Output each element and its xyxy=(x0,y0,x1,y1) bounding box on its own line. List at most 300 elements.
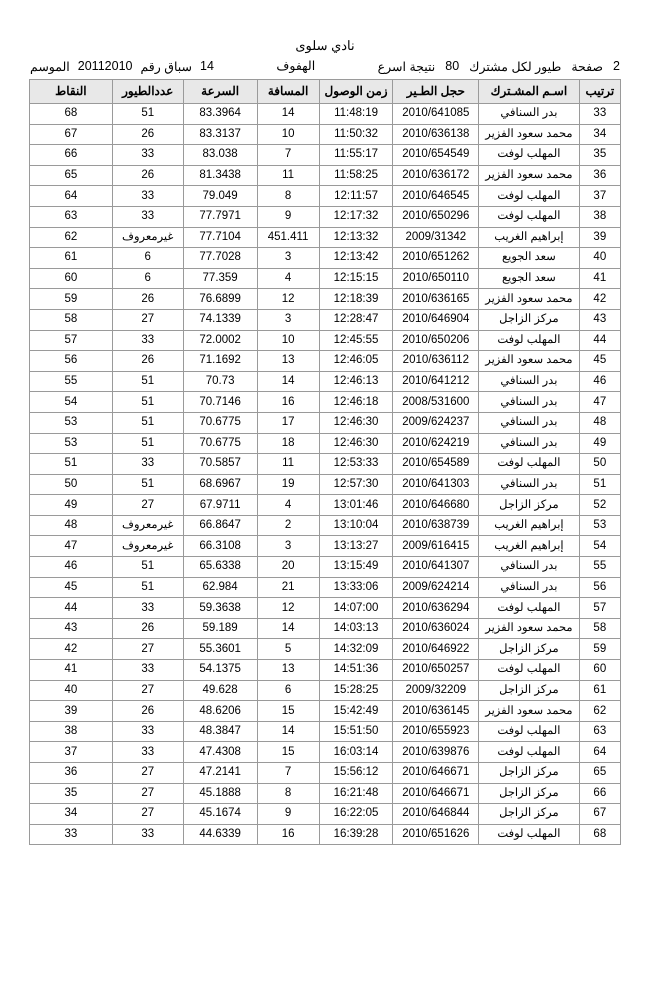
cell-rank: 39 xyxy=(579,227,620,248)
cell-name: إبراهيم الغريب xyxy=(479,515,579,536)
club-title: نادي سلوى xyxy=(295,38,355,53)
cell-rank: 42 xyxy=(579,289,620,310)
cell-birds: غيرمعروف xyxy=(112,536,183,557)
cell-dist: 3 xyxy=(257,309,319,330)
cell-rank: 59 xyxy=(579,639,620,660)
cell-points: 34 xyxy=(30,804,113,825)
cell-birds: 6 xyxy=(112,268,183,289)
cell-dist: 15 xyxy=(257,742,319,763)
table-row xyxy=(30,248,621,269)
cell-points: 59 xyxy=(30,289,113,310)
cell-points: 46 xyxy=(30,557,113,578)
table-row xyxy=(30,763,621,784)
cell-birds: 27 xyxy=(112,639,183,660)
cell-points: 51 xyxy=(30,454,113,475)
cell-birds: 26 xyxy=(112,289,183,310)
cell-name: محمد سعود الفزير xyxy=(479,351,579,372)
cell-birds: 27 xyxy=(112,783,183,804)
result-label: نتيجة اسرع xyxy=(377,60,436,74)
table-row xyxy=(30,598,621,619)
header-result-group xyxy=(378,59,620,74)
cell-points: 58 xyxy=(30,309,113,330)
cell-points: 40 xyxy=(30,680,113,701)
cell-speed: 49.628 xyxy=(183,680,257,701)
cell-points: 53 xyxy=(30,433,113,454)
cell-name: مركز الزاجل xyxy=(479,804,579,825)
cell-speed: 72.0002 xyxy=(183,330,257,351)
cell-speed: 70.6775 xyxy=(183,412,257,433)
cell-dist: 4 xyxy=(257,495,319,516)
cell-ring: 2010/646680 xyxy=(393,495,479,516)
column-header-name: اسـم المشـترك xyxy=(479,80,579,104)
cell-name: بدر السنافي xyxy=(479,474,579,495)
table-row xyxy=(30,515,621,536)
cell-name: محمد سعود الفزير xyxy=(479,124,579,145)
cell-birds: 51 xyxy=(112,474,183,495)
cell-ring: 2010/646844 xyxy=(393,804,479,825)
cell-dist: 17 xyxy=(257,412,319,433)
table-row xyxy=(30,824,621,845)
cell-ring: 2010/641307 xyxy=(393,557,479,578)
cell-birds: 33 xyxy=(112,660,183,681)
cell-dist: 16 xyxy=(257,392,319,413)
season-label: الموسم xyxy=(30,60,70,74)
race-number: 14 xyxy=(200,59,214,73)
table-row xyxy=(30,495,621,516)
cell-dist: 20 xyxy=(257,557,319,578)
cell-arrive: 15:28:25 xyxy=(319,680,393,701)
cell-arrive: 16:39:28 xyxy=(319,824,393,845)
cell-speed: 83.038 xyxy=(183,145,257,166)
cell-dist: 13 xyxy=(257,660,319,681)
cell-rank: 38 xyxy=(579,206,620,227)
cell-rank: 63 xyxy=(579,721,620,742)
table-row xyxy=(30,742,621,763)
cell-birds: 51 xyxy=(112,392,183,413)
result-value: 80 xyxy=(445,59,460,73)
cell-speed: 62.984 xyxy=(183,577,257,598)
table-row xyxy=(30,557,621,578)
cell-birds: غيرمعروف xyxy=(112,515,183,536)
cell-birds: 51 xyxy=(112,433,183,454)
cell-dist: 10 xyxy=(257,330,319,351)
cell-arrive: 13:33:06 xyxy=(319,577,393,598)
cell-ring: 2009/616415 xyxy=(393,536,479,557)
cell-arrive: 16:03:14 xyxy=(319,742,393,763)
cell-birds: 26 xyxy=(112,351,183,372)
cell-birds: غيرمعروف xyxy=(112,227,183,248)
cell-speed: 77.7971 xyxy=(183,206,257,227)
table-row xyxy=(30,289,621,310)
cell-points: 43 xyxy=(30,618,113,639)
table-row xyxy=(30,351,621,372)
cell-birds: 26 xyxy=(112,124,183,145)
cell-speed: 65.6338 xyxy=(183,557,257,578)
cell-ring: 2010/624219 xyxy=(393,433,479,454)
cell-dist: 5 xyxy=(257,639,319,660)
cell-name: المهلب لوفت xyxy=(479,186,579,207)
cell-points: 35 xyxy=(30,783,113,804)
cell-arrive: 12:13:32 xyxy=(319,227,393,248)
cell-points: 66 xyxy=(30,145,113,166)
cell-name: المهلب لوفت xyxy=(479,742,579,763)
cell-rank: 51 xyxy=(579,474,620,495)
cell-arrive: 12:57:30 xyxy=(319,474,393,495)
cell-dist: 13 xyxy=(257,351,319,372)
cell-points: 47 xyxy=(30,536,113,557)
cell-dist: 21 xyxy=(257,577,319,598)
cell-speed: 55.3601 xyxy=(183,639,257,660)
cell-dist: 14 xyxy=(257,371,319,392)
cell-name: محمد سعود الفزير xyxy=(479,165,579,186)
cell-birds: 33 xyxy=(112,721,183,742)
cell-rank: 65 xyxy=(579,763,620,784)
cell-birds: 51 xyxy=(112,577,183,598)
table-row xyxy=(30,804,621,825)
cell-rank: 48 xyxy=(579,412,620,433)
page-value: 2 xyxy=(613,59,620,73)
cell-points: 56 xyxy=(30,351,113,372)
race-name: الهفوف xyxy=(276,59,316,73)
table-row xyxy=(30,536,621,557)
cell-ring: 2010/650296 xyxy=(393,206,479,227)
cell-ring: 2010/651626 xyxy=(393,824,479,845)
table-row xyxy=(30,206,621,227)
cell-arrive: 12:28:47 xyxy=(319,309,393,330)
cell-speed: 47.4308 xyxy=(183,742,257,763)
table-header-row xyxy=(30,80,621,104)
cell-arrive: 12:46:13 xyxy=(319,371,393,392)
cell-ring: 2010/636165 xyxy=(393,289,479,310)
cell-speed: 47.2141 xyxy=(183,763,257,784)
cell-rank: 54 xyxy=(579,536,620,557)
cell-dist: 7 xyxy=(257,763,319,784)
cell-ring: 2010/646671 xyxy=(393,783,479,804)
header-season-group xyxy=(30,59,214,74)
table-row xyxy=(30,268,621,289)
cell-rank: 60 xyxy=(579,660,620,681)
cell-birds: 26 xyxy=(112,618,183,639)
cell-dist: 8 xyxy=(257,186,319,207)
cell-arrive: 15:42:49 xyxy=(319,701,393,722)
cell-arrive: 11:55:17 xyxy=(319,145,393,166)
cell-rank: 36 xyxy=(579,165,620,186)
cell-arrive: 13:10:04 xyxy=(319,515,393,536)
cell-name: المهلب لوفت xyxy=(479,454,579,475)
cell-ring: 2009/32209 xyxy=(393,680,479,701)
cell-rank: 41 xyxy=(579,268,620,289)
cell-birds: 26 xyxy=(112,165,183,186)
cell-arrive: 11:50:32 xyxy=(319,124,393,145)
results-table xyxy=(29,79,621,845)
cell-ring: 2010/636172 xyxy=(393,165,479,186)
cell-speed: 83.3137 xyxy=(183,124,257,145)
column-header-birds: عددالطيور xyxy=(112,80,183,104)
cell-points: 53 xyxy=(30,412,113,433)
cell-arrive: 13:01:46 xyxy=(319,495,393,516)
cell-speed: 70.5857 xyxy=(183,454,257,475)
cell-speed: 70.7146 xyxy=(183,392,257,413)
cell-speed: 76.6899 xyxy=(183,289,257,310)
cell-birds: 27 xyxy=(112,680,183,701)
cell-rank: 68 xyxy=(579,824,620,845)
cell-birds: 33 xyxy=(112,824,183,845)
cell-speed: 70.73 xyxy=(183,371,257,392)
cell-points: 55 xyxy=(30,371,113,392)
cell-ring: 2010/636138 xyxy=(393,124,479,145)
cell-points: 64 xyxy=(30,186,113,207)
cell-arrive: 14:32:09 xyxy=(319,639,393,660)
cell-rank: 35 xyxy=(579,145,620,166)
cell-points: 45 xyxy=(30,577,113,598)
cell-dist: 9 xyxy=(257,206,319,227)
cell-speed: 48.3847 xyxy=(183,721,257,742)
cell-points: 65 xyxy=(30,165,113,186)
cell-points: 57 xyxy=(30,330,113,351)
cell-rank: 67 xyxy=(579,804,620,825)
cell-rank: 37 xyxy=(579,186,620,207)
cell-arrive: 14:07:00 xyxy=(319,598,393,619)
cell-arrive: 12:46:18 xyxy=(319,392,393,413)
cell-arrive: 13:15:49 xyxy=(319,557,393,578)
cell-speed: 71.1692 xyxy=(183,351,257,372)
cell-points: 36 xyxy=(30,763,113,784)
cell-points: 67 xyxy=(30,124,113,145)
cell-ring: 2010/641085 xyxy=(393,104,479,125)
cell-speed: 77.359 xyxy=(183,268,257,289)
cell-speed: 44.6339 xyxy=(183,824,257,845)
table-row xyxy=(30,680,621,701)
cell-ring: 2010/646545 xyxy=(393,186,479,207)
cell-points: 48 xyxy=(30,515,113,536)
cell-rank: 55 xyxy=(579,557,620,578)
cell-name: محمد سعود الفزير xyxy=(479,701,579,722)
cell-arrive: 16:21:48 xyxy=(319,783,393,804)
cell-speed: 77.7104 xyxy=(183,227,257,248)
cell-name: مركز الزاجل xyxy=(479,495,579,516)
cell-name: بدر السنافي xyxy=(479,577,579,598)
table-row xyxy=(30,309,621,330)
cell-name: المهلب لوفت xyxy=(479,145,579,166)
cell-name: بدر السنافي xyxy=(479,433,579,454)
cell-rank: 46 xyxy=(579,371,620,392)
cell-rank: 56 xyxy=(579,577,620,598)
cell-dist: 2 xyxy=(257,515,319,536)
table-row xyxy=(30,783,621,804)
cell-speed: 74.1339 xyxy=(183,309,257,330)
cell-rank: 66 xyxy=(579,783,620,804)
cell-dist: 18 xyxy=(257,433,319,454)
table-row xyxy=(30,701,621,722)
cell-dist: 6 xyxy=(257,680,319,701)
cell-ring: 2010/639876 xyxy=(393,742,479,763)
cell-arrive: 14:03:13 xyxy=(319,618,393,639)
cell-ring: 2010/646922 xyxy=(393,639,479,660)
cell-birds: 51 xyxy=(112,104,183,125)
cell-arrive: 11:48:19 xyxy=(319,104,393,125)
cell-points: 63 xyxy=(30,206,113,227)
table-row xyxy=(30,454,621,475)
cell-name: المهلب لوفت xyxy=(479,721,579,742)
cell-rank: 64 xyxy=(579,742,620,763)
cell-arrive: 12:45:55 xyxy=(319,330,393,351)
cell-ring: 2009/624237 xyxy=(393,412,479,433)
cell-birds: 51 xyxy=(112,371,183,392)
cell-rank: 40 xyxy=(579,248,620,269)
cell-name: المهلب لوفت xyxy=(479,206,579,227)
column-header-ring: حجل الطـير xyxy=(393,80,479,104)
cell-arrive: 12:15:15 xyxy=(319,268,393,289)
cell-ring: 2010/654589 xyxy=(393,454,479,475)
cell-name: مركز الزاجل xyxy=(479,639,579,660)
cell-rank: 57 xyxy=(579,598,620,619)
cell-name: مركز الزاجل xyxy=(479,783,579,804)
table-row xyxy=(30,474,621,495)
cell-name: إبراهيم الغريب xyxy=(479,536,579,557)
cell-rank: 49 xyxy=(579,433,620,454)
cell-points: 61 xyxy=(30,248,113,269)
column-header-points: النقاط xyxy=(30,80,113,104)
cell-dist: 14 xyxy=(257,618,319,639)
cell-arrive: 12:11:57 xyxy=(319,186,393,207)
cell-points: 37 xyxy=(30,742,113,763)
table-row xyxy=(30,145,621,166)
cell-arrive: 12:17:32 xyxy=(319,206,393,227)
cell-rank: 45 xyxy=(579,351,620,372)
cell-ring: 2009/624214 xyxy=(393,577,479,598)
cell-speed: 59.3638 xyxy=(183,598,257,619)
table-row xyxy=(30,227,621,248)
table-row xyxy=(30,660,621,681)
cell-dist: 12 xyxy=(257,289,319,310)
cell-rank: 58 xyxy=(579,618,620,639)
cell-name: المهلب لوفت xyxy=(479,660,579,681)
cell-arrive: 12:13:42 xyxy=(319,248,393,269)
cell-birds: 6 xyxy=(112,248,183,269)
table-row xyxy=(30,721,621,742)
cell-dist: 11 xyxy=(257,454,319,475)
cell-rank: 43 xyxy=(579,309,620,330)
cell-speed: 45.1674 xyxy=(183,804,257,825)
cell-speed: 45.1888 xyxy=(183,783,257,804)
column-header-speed: السرعة xyxy=(183,80,257,104)
cell-speed: 66.8647 xyxy=(183,515,257,536)
cell-name: المهلب لوفت xyxy=(479,824,579,845)
cell-dist: 11 xyxy=(257,165,319,186)
table-row xyxy=(30,433,621,454)
table-row xyxy=(30,371,621,392)
cell-ring: 2010/636112 xyxy=(393,351,479,372)
cell-dist: 7 xyxy=(257,145,319,166)
cell-dist: 451.411 xyxy=(257,227,319,248)
cell-name: المهلب لوفت xyxy=(479,598,579,619)
cell-arrive: 15:56:12 xyxy=(319,763,393,784)
table-row xyxy=(30,392,621,413)
cell-dist: 19 xyxy=(257,474,319,495)
column-header-rank: ترتيب xyxy=(579,80,620,104)
cell-arrive: 14:51:36 xyxy=(319,660,393,681)
cell-points: 41 xyxy=(30,660,113,681)
cell-birds: 27 xyxy=(112,309,183,330)
cell-name: بدر السنافي xyxy=(479,104,579,125)
cell-speed: 67.9711 xyxy=(183,495,257,516)
cell-speed: 77.7028 xyxy=(183,248,257,269)
cell-rank: 34 xyxy=(579,124,620,145)
cell-dist: 14 xyxy=(257,104,319,125)
cell-birds: 33 xyxy=(112,454,183,475)
cell-dist: 9 xyxy=(257,804,319,825)
cell-name: محمد سعود الفزير xyxy=(479,618,579,639)
table-row xyxy=(30,186,621,207)
cell-ring: 2010/650257 xyxy=(393,660,479,681)
cell-points: 33 xyxy=(30,824,113,845)
cell-ring: 2010/636294 xyxy=(393,598,479,619)
cell-ring: 2010/655923 xyxy=(393,721,479,742)
cell-ring: 2010/636024 xyxy=(393,618,479,639)
cell-speed: 66.3108 xyxy=(183,536,257,557)
cell-speed: 59.189 xyxy=(183,618,257,639)
cell-speed: 83.3964 xyxy=(183,104,257,125)
cell-dist: 12 xyxy=(257,598,319,619)
cell-ring: 2010/651262 xyxy=(393,248,479,269)
cell-birds: 27 xyxy=(112,763,183,784)
cell-dist: 16 xyxy=(257,824,319,845)
cell-ring: 2010/646904 xyxy=(393,309,479,330)
cell-points: 39 xyxy=(30,701,113,722)
cell-birds: 33 xyxy=(112,742,183,763)
cell-dist: 14 xyxy=(257,721,319,742)
cell-speed: 81.3438 xyxy=(183,165,257,186)
cell-dist: 3 xyxy=(257,536,319,557)
cell-name: المهلب لوفت xyxy=(479,330,579,351)
table-row xyxy=(30,577,621,598)
table-row xyxy=(30,104,621,125)
cell-arrive: 16:22:05 xyxy=(319,804,393,825)
cell-birds: 51 xyxy=(112,557,183,578)
cell-name: إبراهيم الغريب xyxy=(479,227,579,248)
cell-arrive: 12:18:39 xyxy=(319,289,393,310)
cell-speed: 48.6206 xyxy=(183,701,257,722)
cell-rank: 52 xyxy=(579,495,620,516)
cell-rank: 50 xyxy=(579,454,620,475)
cell-name: بدر السنافي xyxy=(479,557,579,578)
table-row xyxy=(30,618,621,639)
page-label: صفحة xyxy=(571,60,604,74)
cell-birds: 33 xyxy=(112,145,183,166)
cell-ring: 2009/31342 xyxy=(393,227,479,248)
cell-speed: 68.6967 xyxy=(183,474,257,495)
cell-ring: 2010/654549 xyxy=(393,145,479,166)
cell-dist: 4 xyxy=(257,268,319,289)
cell-rank: 53 xyxy=(579,515,620,536)
cell-arrive: 15:51:50 xyxy=(319,721,393,742)
cell-name: بدر السنافي xyxy=(479,371,579,392)
cell-arrive: 12:46:30 xyxy=(319,433,393,454)
table-row xyxy=(30,330,621,351)
birds-per-participant-label: طيور لكل مشترك xyxy=(469,60,562,74)
cell-points: 60 xyxy=(30,268,113,289)
cell-birds: 26 xyxy=(112,701,183,722)
cell-name: مركز الزاجل xyxy=(479,763,579,784)
cell-rank: 62 xyxy=(579,701,620,722)
cell-ring: 2010/646671 xyxy=(393,763,479,784)
cell-arrive: 12:46:30 xyxy=(319,412,393,433)
table-row xyxy=(30,165,621,186)
cell-ring: 2010/641303 xyxy=(393,474,479,495)
cell-birds: 33 xyxy=(112,206,183,227)
cell-rank: 61 xyxy=(579,680,620,701)
cell-points: 54 xyxy=(30,392,113,413)
